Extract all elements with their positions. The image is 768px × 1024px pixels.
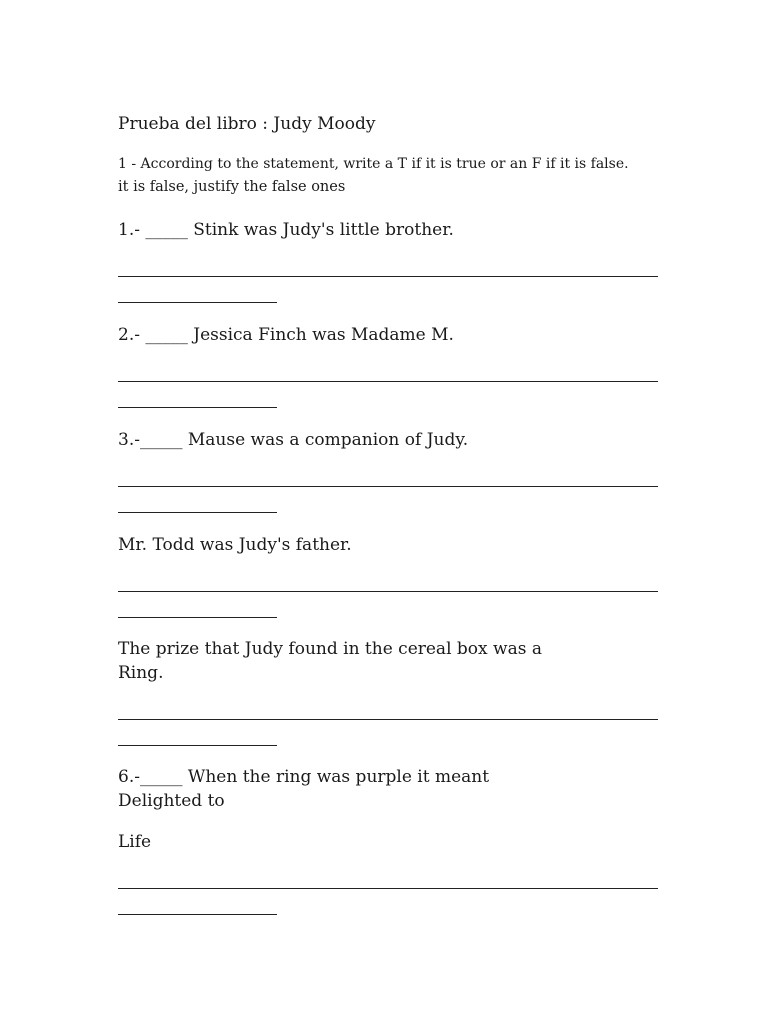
question-1: 1.- _____ Stink was Judy's little brother. [118, 220, 454, 240]
question-6-line-2: Delighted to [118, 791, 225, 811]
answer-line-3a[interactable] [118, 486, 658, 487]
answer-line-2a[interactable] [118, 381, 658, 382]
answer-line-6b[interactable] [118, 914, 277, 915]
question-6-line-1: 6.-_____ When the ring was purple it meant [118, 767, 490, 787]
answer-line-1b[interactable] [118, 302, 277, 303]
question-5-line-1: The prize that Judy found in the cereal box was a [118, 639, 542, 659]
answer-line-3b[interactable] [118, 512, 277, 513]
answer-line-6a[interactable] [118, 888, 658, 889]
question-6-line-3: Life [118, 832, 152, 852]
question-3: 3.-_____ Mause was a companion of Judy. [118, 430, 469, 450]
answer-line-1a[interactable] [118, 276, 658, 277]
question-4: Mr. Todd was Judy's father. [118, 535, 352, 555]
instruction-line-1: 1 - According to the statement, write a T if it is true or an F if it is false. [118, 156, 629, 172]
answer-line-5b[interactable] [118, 745, 277, 746]
answer-line-4a[interactable] [118, 591, 658, 592]
answer-line-4b[interactable] [118, 617, 277, 618]
question-2: 2.- _____ Jessica Finch was Madame M. [118, 325, 454, 345]
worksheet-title: Prueba del libro : Judy Moody [118, 114, 376, 134]
answer-line-2b[interactable] [118, 407, 277, 408]
instruction-line-2: it is false, justify the false ones [118, 179, 346, 195]
answer-line-5a[interactable] [118, 719, 658, 720]
question-5-line-2: Ring. [118, 663, 164, 683]
